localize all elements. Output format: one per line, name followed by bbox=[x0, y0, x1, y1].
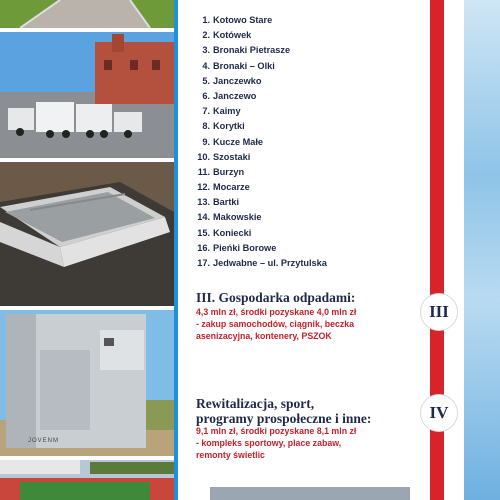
village-item bbox=[196, 210, 386, 225]
village-item bbox=[196, 13, 386, 28]
station-brand-label: JOVENM bbox=[28, 438, 60, 444]
photo-bottom-partial bbox=[210, 487, 410, 500]
village-number: 8. bbox=[202, 121, 210, 132]
village-item bbox=[196, 165, 386, 180]
village-number: 13. bbox=[197, 197, 210, 208]
village-number: 12. bbox=[197, 182, 210, 193]
village-name: Kotowo Stare bbox=[213, 15, 273, 25]
village-item bbox=[196, 74, 386, 89]
section-3-title: III. Gospodarka odpadami: bbox=[196, 290, 356, 305]
village-number: 9. bbox=[202, 136, 210, 147]
section-4-line2: - kompleks sportowy, place zabaw, bbox=[196, 438, 342, 448]
village-number: 2. bbox=[202, 30, 210, 41]
section-3-line3: asenizacyjna, kontenery, PSZOK bbox=[196, 331, 332, 341]
village-name: Bronaki Pietrasze bbox=[213, 45, 291, 56]
photo-treatment-station bbox=[0, 310, 174, 456]
village-item bbox=[196, 180, 386, 195]
village-number: 14. bbox=[197, 212, 210, 223]
village-name: Kucze Małe bbox=[213, 136, 264, 147]
village-item bbox=[196, 59, 386, 74]
decor-sky-panel bbox=[464, 0, 500, 500]
village-number: 10. bbox=[197, 151, 210, 162]
village-item bbox=[196, 226, 386, 241]
photo-garbage-trucks bbox=[0, 32, 174, 158]
village-item bbox=[196, 241, 386, 256]
village-item bbox=[196, 135, 386, 150]
village-name: Janczewo bbox=[213, 90, 257, 101]
village-number: 4. bbox=[202, 60, 210, 71]
village-item bbox=[196, 195, 386, 210]
village-list bbox=[196, 13, 386, 271]
blue-divider bbox=[174, 0, 178, 500]
village-item bbox=[196, 256, 386, 271]
village-number: 6. bbox=[202, 90, 210, 101]
village-item bbox=[196, 150, 386, 165]
village-item bbox=[196, 43, 386, 58]
village-number: 15. bbox=[197, 227, 210, 238]
section-4-line3: remonty świetlic bbox=[196, 450, 265, 460]
village-number: 3. bbox=[202, 45, 210, 56]
village-number: 16. bbox=[197, 242, 210, 253]
village-name: Szostaki bbox=[213, 151, 251, 162]
village-name: Pieńki Borowe bbox=[213, 242, 277, 253]
section-4-title-line2: programy prospołeczne i inne: bbox=[196, 411, 372, 426]
section-4-title-line1: Rewitalizacja, sport, bbox=[196, 396, 315, 411]
village-number: 11. bbox=[197, 166, 210, 177]
section-3-body bbox=[196, 306, 416, 342]
village-name: Janczewko bbox=[213, 75, 262, 86]
photo-sports-complex bbox=[0, 460, 174, 500]
village-number: 7. bbox=[202, 106, 210, 117]
village-name: Burzyn bbox=[213, 166, 245, 177]
village-name: Bartki bbox=[213, 197, 240, 208]
section-3-amounts: 4,3 mln zł, środki pozyskane 4,0 mln zł bbox=[196, 307, 357, 317]
photo-concrete-tank bbox=[0, 162, 174, 306]
roman-numeral-3-badge: III bbox=[420, 293, 458, 331]
village-item bbox=[196, 104, 386, 119]
village-name: Kotówek bbox=[213, 30, 252, 41]
village-name: Mocarze bbox=[213, 182, 250, 193]
section-3-line2: - zakup samochodów, ciągnik, beczka bbox=[196, 319, 355, 329]
photo-column bbox=[0, 0, 174, 500]
village-number: 5. bbox=[202, 75, 210, 86]
roman-numeral-4-badge: IV bbox=[420, 394, 458, 432]
village-name: Makowskie bbox=[213, 212, 262, 223]
village-item bbox=[196, 89, 386, 104]
village-number: 17. bbox=[197, 258, 210, 268]
village-name: Korytki bbox=[213, 121, 245, 132]
section-4-amounts: 9,1 mln zł, środki pozyskane 8,1 mln zł bbox=[196, 426, 357, 436]
village-name: Jedwabne – ul. Przytulska bbox=[213, 258, 327, 268]
village-item bbox=[196, 28, 386, 43]
village-name: Bronaki – Olki bbox=[213, 60, 275, 71]
village-name: Koniecki bbox=[213, 227, 252, 238]
village-item bbox=[196, 119, 386, 134]
section-4-title bbox=[196, 396, 371, 426]
section-4-body bbox=[196, 425, 416, 461]
village-name: Kaimy bbox=[213, 106, 241, 117]
village-number: 1. bbox=[202, 15, 210, 25]
photo-paved-road bbox=[0, 0, 174, 28]
